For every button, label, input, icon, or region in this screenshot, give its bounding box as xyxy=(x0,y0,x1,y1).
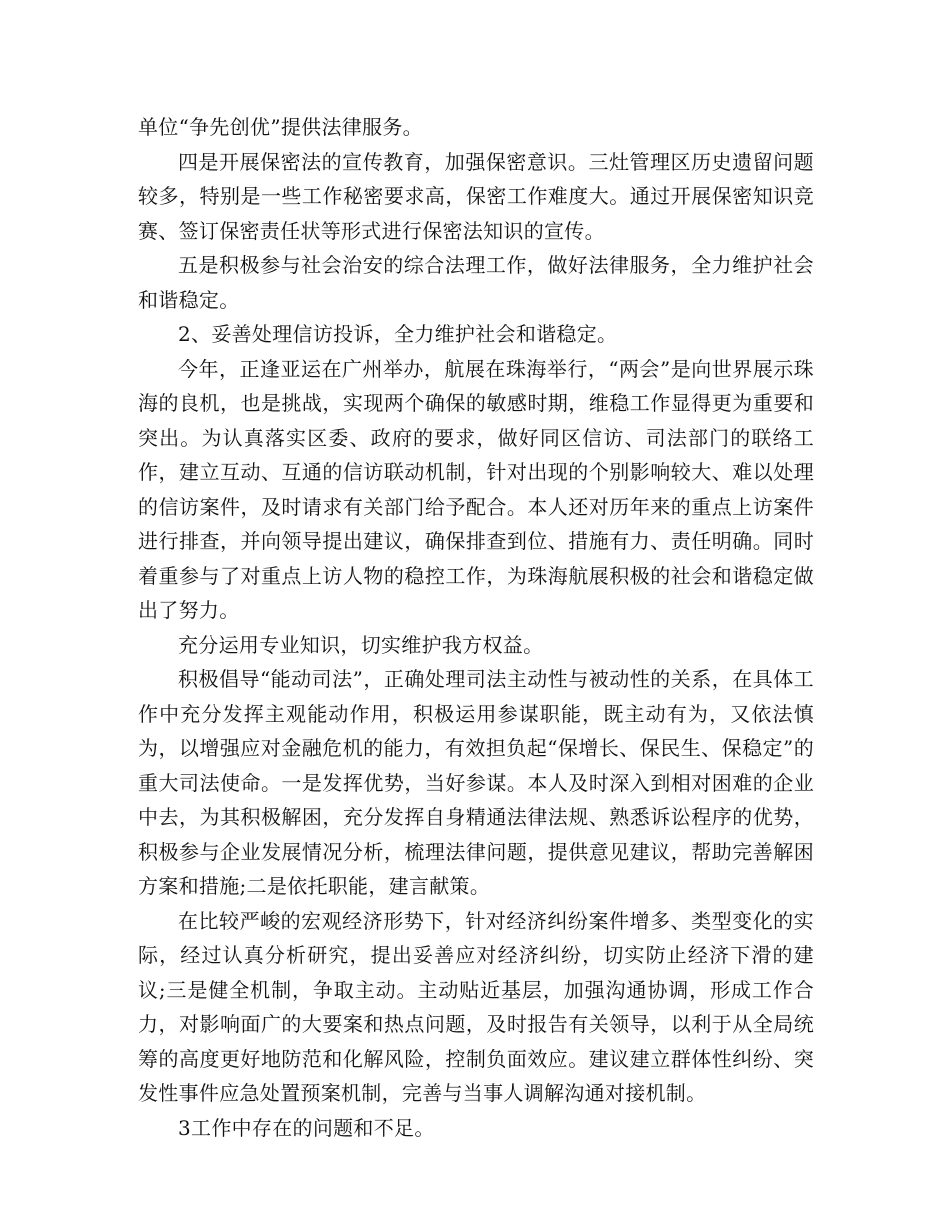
paragraph-confidentiality-education: 四是开展保密法的宣传教育，加强保密意识。三灶管理区历史遗留问题较多，特别是一些工作秘密要求高，保密工作难度大。通过开展保密知识竞赛、签订保密责任状等形式进行保密法知识的宣传。 xyxy=(138,149,814,243)
paragraph-heading-expertise: 充分运用专业知识，切实维护我方权益。 xyxy=(178,632,544,657)
paragraph-social-security: 五是积极参与社会治安的综合法理工作，做好法律服务，全力维护社会和谐稳定。 xyxy=(138,253,814,312)
paragraph-active-judiciary: 积极倡导“能动司法”，正确处理司法主动性与被动性的关系，在具体工作中充分发挥主观能动作用，积极运用参谋职能，既主动有为，又依法慎为，以增强应对金融危机的能力，有效担负起“保增长、保民生、保稳定”的重大司法使命。一是发挥优势，当好参谋。本人及时深入到相对困难的企业中去，为其积极解困，充分发挥自身精通法律法规、熟悉诉讼程序的优势，积极参与企业发展情况分析，梳理法律问题，提供意见建议，帮助完善解困方案和措施;二是依托职能，建言献策。 xyxy=(138,667,814,898)
paragraph-petition-work: 今年，正逢亚运在广州举办，航展在珠海举行，“两会”是向世界展示珠海的良机，也是挑战，实现两个确保的敏感时期，维稳工作显得更为重要和突出。为认真落实区委、政府的要求，做好同区信访、司法部门的联络工作，建立互动、互通的信访联动机制，针对出现的个别影响较大、难以处理的信访案件，及时请求有关部门给予配合。本人还对历年来的重点上访案件进行排查，并向领导提出建议，确保排查到位、措施有力、责任明确。同时着重参与了对重点上访人物的稳控工作，为珠海航展积极的社会和谐稳定做出了努力。 xyxy=(138,356,814,622)
paragraph-continuation: 单位“争先创优”提供法律服务。 xyxy=(138,115,423,139)
paragraph-heading-problems: 3工作中存在的问题和不足。 xyxy=(178,1115,435,1140)
document-body xyxy=(138,110,814,1145)
paragraph-heading-petitions: 2、妥善处理信访投诉，全力维护社会和谐稳定。 xyxy=(178,322,618,346)
paragraph-economic-disputes: 在比较严峻的宏观经济形势下，针对经济纠纷案件增多、类型变化的实际，经过认真分析研究，提出妥善应对经济纠纷，切实防止经济下滑的建议;三是健全机制，争取主动。主动贴近基层，加强沟通协调，形成工作合力，对影响面广的大要案和热点问题，及时报告有关领导，以利于从全局统筹的高度更好地防范和化解风险，控制负面效应。建议建立群体性纠纷、突发性事件应急处置预案机制，完善与当事人调解沟通对接机制。 xyxy=(138,908,814,1105)
